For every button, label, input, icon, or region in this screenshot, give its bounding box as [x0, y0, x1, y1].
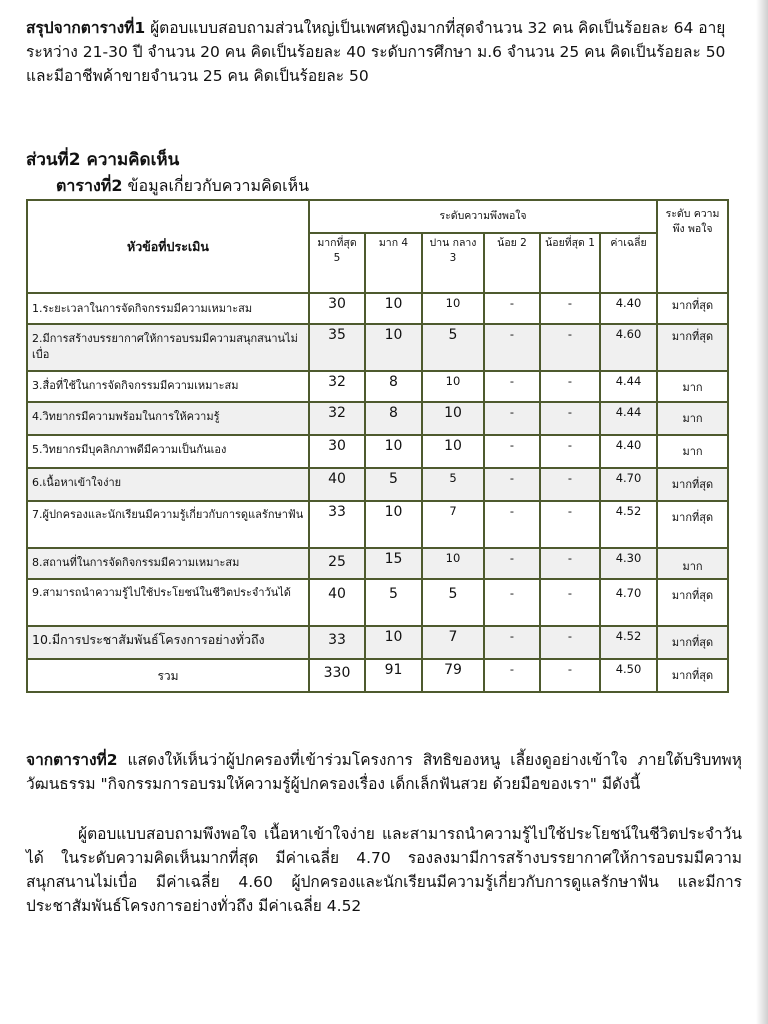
summary-table2-lead: จากตารางที่2: [26, 751, 118, 769]
table-row: [27, 468, 728, 501]
row-item: 8.สถานที่ในการจัดกิจกรรมมีความเหมาะสม: [27, 548, 309, 579]
row-item: 2.มีการสร้างบรรยากาศให้การอบรมมีความสนุกสนานไม่เบื่อ: [27, 324, 309, 371]
row-c5: 32: [309, 371, 365, 402]
header-col-mean: ค่าเฉลี่ย: [600, 233, 657, 293]
header-col-most: มากที่สุด 5: [309, 233, 365, 293]
row-c4: 5: [365, 468, 422, 501]
summary-table2-detail: ผู้ตอบแบบสอบถามพึงพอใจ เนื้อหาเข้าใจง่าย และสามารถนำความรู้ไปใช้ประโยชน์ในชีวิตประจำวันได้ ในระดับความคิดเห็นมากที่สุด มีค่าเฉลี่ย 4.70 รองลงมามีการสร้างบรรยากาศให้การอบรมมีความสนุกสนานไม่เบื่อ มีค่าเฉลี่ย 4.60 ผู้ปกครองและนักเรียนมีความรู้เกี่ยวกับการดูแลรักษาฟัน และมีการประชาสัมพันธ์โครงการอย่างทั่วถึง มีค่าเฉลี่ย 4.52: [26, 825, 742, 915]
row-c5: 32: [309, 402, 365, 435]
row-c4: 10: [365, 501, 422, 548]
row-mean: 4.40: [600, 293, 657, 324]
row-c1: -: [540, 579, 600, 626]
row-c2: -: [484, 501, 540, 548]
row-level: มาก: [657, 435, 728, 468]
row-item: 4.วิทยากรมีความพร้อมในการให้ความรู้: [27, 402, 309, 435]
row-c3: 10: [422, 371, 484, 402]
row-c5: 30: [309, 435, 365, 468]
total-level: มากที่สุด: [657, 659, 728, 692]
row-c4: 10: [365, 626, 422, 659]
row-c5: 40: [309, 579, 365, 626]
row-item: 1.ระยะเวลาในการจัดกิจกรรมมีความเหมาะสม: [27, 293, 309, 324]
row-mean: 4.44: [600, 402, 657, 435]
row-c3: 10: [422, 435, 484, 468]
table-row: [27, 293, 728, 324]
row-c2: -: [484, 371, 540, 402]
header-col-little: น้อย 2: [484, 233, 540, 293]
row-c5: 30: [309, 293, 365, 324]
row-level: มาก: [657, 548, 728, 579]
row-c5: 33: [309, 501, 365, 548]
row-level: มากที่สุด: [657, 579, 728, 626]
table-row: [27, 579, 728, 626]
header-col-least: น้อยที่สุด 1: [540, 233, 600, 293]
row-c1: -: [540, 548, 600, 579]
row-c2: -: [484, 324, 540, 371]
row-c3: 7: [422, 501, 484, 548]
row-c2: -: [484, 293, 540, 324]
row-c1: -: [540, 501, 600, 548]
table-row: [27, 435, 728, 468]
summary-table2-text: แสดงให้เห็นว่าผู้ปกครองที่เข้าร่วมโครงการ สิทธิของหนู เลี้ยงดูอย่างเข้าใจ ภายใต้บริบทพหุวัฒนธรรม "กิจกรรมการอบรมให้ความรู้ผู้ปกครองเรื่อง เด็กเล็กฟันสวย ด้วยมือของเรา" มีดังนี้: [26, 751, 742, 793]
row-c1: -: [540, 402, 600, 435]
table2-label: ตารางที่2: [56, 176, 123, 195]
row-mean: 4.30: [600, 548, 657, 579]
page-edge-shadow: [756, 0, 768, 1024]
row-level: มากที่สุด: [657, 626, 728, 659]
row-item: 9.สามารถนำความรู้ไปใช้ประโยชน์ในชีวิตประจำวันได้: [27, 579, 309, 626]
header-satisfaction: ระดับความพึงพอใจ: [309, 200, 657, 233]
row-level: มากที่สุด: [657, 501, 728, 548]
row-item: 5.วิทยากรมีบุคลิกภาพดีมีความเป็นกันเอง: [27, 435, 309, 468]
row-level: มากที่สุด: [657, 293, 728, 324]
row-mean: 4.52: [600, 626, 657, 659]
total-c4: 91: [365, 659, 422, 692]
row-item: 7.ผู้ปกครองและนักเรียนมีความรู้เกี่ยวกับการดูแลรักษาฟัน: [27, 501, 309, 548]
row-item: 3.สื่อที่ใช้ในการจัดกิจกรรมมีความเหมาะสม: [27, 371, 309, 402]
header-item: หัวข้อที่ประเมิน: [27, 200, 309, 293]
row-c3: 10: [422, 402, 484, 435]
total-c2: -: [484, 659, 540, 692]
row-c4: 8: [365, 371, 422, 402]
row-mean: 4.70: [600, 468, 657, 501]
row-c2: -: [484, 435, 540, 468]
summary-table2-paragraph: [26, 748, 742, 796]
row-mean: 4.70: [600, 579, 657, 626]
row-level: มาก: [657, 402, 728, 435]
row-c3: 5: [422, 468, 484, 501]
row-mean: 4.52: [600, 501, 657, 548]
row-c3: 7: [422, 626, 484, 659]
row-c3: 10: [422, 293, 484, 324]
row-c4: 15: [365, 548, 422, 579]
summary-table1-text: ผู้ตอบแบบสอบถามส่วนใหญ่เป็นเพศหญิงมากที่สุดจำนวน 32 คน คิดเป็นร้อยละ 64 อายุระหว่าง 21-30 ปี จำนวน 20 คน คิดเป็นร้อยละ 40 ระดับการศึกษา ม.6 จำนวน 25 คน คิดเป็นร้อยละ 50 และมีอาชีพค้าขายจำนวน 25 คน คิดเป็นร้อยละ 50: [26, 19, 726, 85]
section2-heading: ส่วนที่2 ความคิดเห็น: [26, 150, 180, 170]
satisfaction-table: [26, 199, 729, 693]
row-mean: 4.60: [600, 324, 657, 371]
row-c2: -: [484, 548, 540, 579]
total-c1: -: [540, 659, 600, 692]
row-c3: 5: [422, 324, 484, 371]
row-mean: 4.44: [600, 371, 657, 402]
row-item: 6.เนื้อหาเข้าใจง่าย: [27, 468, 309, 501]
table2-caption-text: ข้อมูลเกี่ยวกับความคิดเห็น: [122, 176, 310, 195]
row-c1: -: [540, 324, 600, 371]
row-c3: 5: [422, 579, 484, 626]
row-level: มากที่สุด: [657, 468, 728, 501]
row-c1: -: [540, 371, 600, 402]
row-c5: 33: [309, 626, 365, 659]
row-c2: -: [484, 626, 540, 659]
row-item: 10.มีการประชาสัมพันธ์โครงการอย่างทั่วถึง: [27, 626, 309, 659]
row-level: มาก: [657, 371, 728, 402]
header-level: ระดับ ความพึง พอใจ: [657, 200, 728, 293]
summary-table1-lead: สรุปจากตารางที่1: [26, 19, 146, 37]
row-c4: 5: [365, 579, 422, 626]
row-c2: -: [484, 579, 540, 626]
row-c2: -: [484, 468, 540, 501]
table-row: [27, 324, 728, 371]
row-c1: -: [540, 293, 600, 324]
row-c4: 10: [365, 324, 422, 371]
row-c5: 40: [309, 468, 365, 501]
total-c3: 79: [422, 659, 484, 692]
table-row: [27, 371, 728, 402]
row-c5: 25: [309, 548, 365, 579]
header-col-much: มาก 4: [365, 233, 422, 293]
row-c4: 10: [365, 435, 422, 468]
row-c5: 35: [309, 324, 365, 371]
table-total-row: [27, 659, 728, 692]
total-label: รวม: [27, 659, 309, 692]
total-c5: 330: [309, 659, 365, 692]
table-row: [27, 626, 728, 659]
row-c4: 10: [365, 293, 422, 324]
table2-caption: [56, 174, 309, 199]
table-row: [27, 402, 728, 435]
row-c1: -: [540, 468, 600, 501]
table-row: [27, 548, 728, 579]
row-c2: -: [484, 402, 540, 435]
header-col-medium: ปาน กลาง 3: [422, 233, 484, 293]
total-mean: 4.50: [600, 659, 657, 692]
row-c1: -: [540, 626, 600, 659]
row-c1: -: [540, 435, 600, 468]
table-row: [27, 501, 728, 548]
summary-table1-paragraph: [26, 16, 742, 88]
row-c3: 10: [422, 548, 484, 579]
row-mean: 4.40: [600, 435, 657, 468]
row-level: มากที่สุด: [657, 324, 728, 371]
row-c4: 8: [365, 402, 422, 435]
